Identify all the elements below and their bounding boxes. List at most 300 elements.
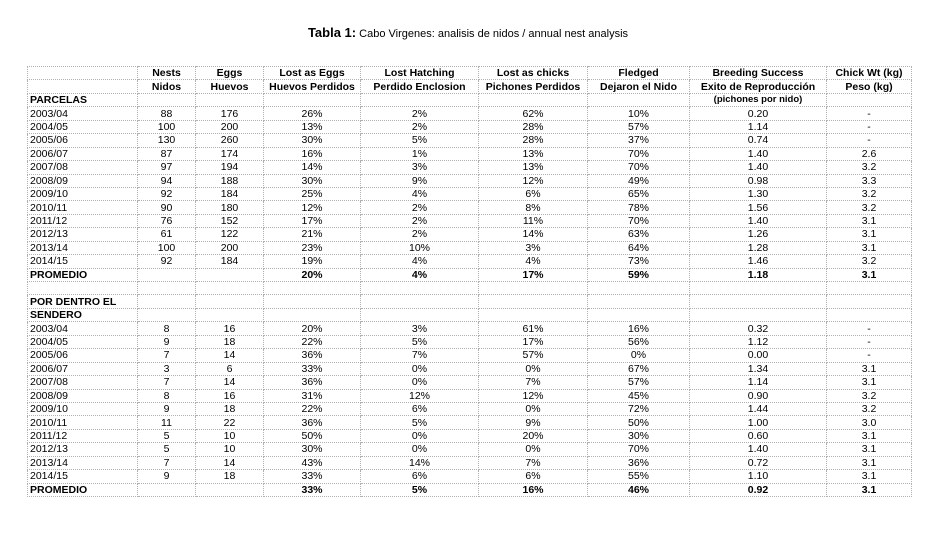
table-cell: 4%: [361, 255, 479, 268]
table-cell: 49%: [588, 174, 690, 187]
table-row: [28, 335, 912, 348]
table-cell: 64%: [588, 241, 690, 254]
table-cell: 2011/12: [28, 214, 138, 227]
table-cell: [827, 282, 912, 295]
table-cell: 2010/11: [28, 416, 138, 429]
table-cell: 87: [138, 147, 196, 160]
table-cell: 17%: [264, 214, 361, 227]
table-cell: 2013/14: [28, 456, 138, 469]
table-cell: 3.2: [827, 255, 912, 268]
table-cell: 30%: [264, 443, 361, 456]
table-cell: 4%: [361, 268, 479, 281]
table-cell: 14%: [264, 161, 361, 174]
table-cell: 0%: [479, 362, 588, 375]
table-row: [28, 161, 912, 174]
table-cell: Dejaron el Nido: [588, 80, 690, 93]
table-cell: 2003/04: [28, 322, 138, 335]
table-cell: 17%: [479, 335, 588, 348]
table-cell: 3.3: [827, 174, 912, 187]
table-cell: 4%: [479, 255, 588, 268]
table-cell: 176: [196, 107, 264, 120]
table-cell: 18: [196, 470, 264, 483]
table-cell: 94: [138, 174, 196, 187]
table-cell: Fledged: [588, 67, 690, 80]
table-cell: 7%: [479, 456, 588, 469]
table-cell: 61%: [479, 322, 588, 335]
table-row: [28, 389, 912, 402]
table-cell: 92: [138, 187, 196, 200]
table-cell: [138, 268, 196, 281]
table-cell: 70%: [588, 147, 690, 160]
table-cell: 200: [196, 241, 264, 254]
table-cell: POR DENTRO EL: [28, 295, 138, 308]
table-cell: 0.92: [690, 483, 827, 496]
table-cell: 3.1: [827, 241, 912, 254]
table-row: [28, 349, 912, 362]
table-cell: 19%: [264, 255, 361, 268]
table-cell: [588, 295, 690, 308]
table-cell: 13%: [479, 161, 588, 174]
table-cell: 65%: [588, 187, 690, 200]
table-cell: 57%: [588, 376, 690, 389]
table-cell: 14%: [479, 228, 588, 241]
table-row: [28, 443, 912, 456]
table-cell: 2014/15: [28, 470, 138, 483]
table-cell: 63%: [588, 228, 690, 241]
table-cell: 2006/07: [28, 362, 138, 375]
table-cell: 88: [138, 107, 196, 120]
table-cell: 9%: [479, 416, 588, 429]
table-cell: 30%: [264, 174, 361, 187]
table-cell: 2008/09: [28, 174, 138, 187]
table-cell: 9: [138, 470, 196, 483]
table-cell: 10: [196, 443, 264, 456]
table-cell: 184: [196, 255, 264, 268]
table-cell: -: [827, 349, 912, 362]
table-cell: 2005/06: [28, 349, 138, 362]
table-cell: 2007/08: [28, 376, 138, 389]
table-cell: 3: [138, 362, 196, 375]
table-row: [28, 322, 912, 335]
table-cell: 2004/05: [28, 335, 138, 348]
table-cell: [138, 93, 196, 106]
table-cell: 9: [138, 335, 196, 348]
table-cell: 2%: [361, 201, 479, 214]
table-cell: 3%: [361, 322, 479, 335]
table-cell: 3.1: [827, 429, 912, 442]
table-cell: 122: [196, 228, 264, 241]
table-cell: 12%: [264, 201, 361, 214]
table-row: [28, 241, 912, 254]
table-cell: [138, 295, 196, 308]
table-cell: 5%: [361, 483, 479, 496]
table-cell: 2006/07: [28, 147, 138, 160]
table-cell: [138, 282, 196, 295]
table-cell: 73%: [588, 255, 690, 268]
table-cell: 45%: [588, 389, 690, 402]
table-cell: [479, 282, 588, 295]
table-row: [28, 214, 912, 227]
table-cell: [827, 295, 912, 308]
table-cell: 1.18: [690, 268, 827, 281]
table-row: [28, 255, 912, 268]
table-cell: 50%: [264, 429, 361, 442]
table-cell: 2%: [361, 120, 479, 133]
table-cell: 194: [196, 161, 264, 174]
table-cell: 3.1: [827, 470, 912, 483]
table-cell: 3.2: [827, 187, 912, 200]
table-cell: 0%: [588, 349, 690, 362]
table-cell: [138, 308, 196, 321]
table-cell: 57%: [588, 120, 690, 133]
section-label-row: [28, 308, 912, 321]
table-cell: 1.40: [690, 161, 827, 174]
table-cell: 6%: [361, 402, 479, 415]
table-cell: SENDERO: [28, 308, 138, 321]
table-cell: Peso (kg): [827, 80, 912, 93]
table-cell: (pichones por nido): [690, 93, 827, 106]
table-title-text: Cabo Virgenes: analisis de nidos / annual nest analysis: [356, 28, 629, 40]
table-cell: 3.1: [827, 228, 912, 241]
table-cell: 5%: [361, 416, 479, 429]
table-cell: Pichones Perdidos: [479, 80, 588, 93]
table-cell: 3.1: [827, 214, 912, 227]
table-cell: 20%: [479, 429, 588, 442]
table-cell: 1.44: [690, 402, 827, 415]
table-cell: [361, 295, 479, 308]
table-cell: 0%: [479, 443, 588, 456]
table-cell: [196, 295, 264, 308]
table-cell: 92: [138, 255, 196, 268]
table-cell: 1%: [361, 147, 479, 160]
table-cell: 2003/04: [28, 107, 138, 120]
table-cell: 0.20: [690, 107, 827, 120]
nest-analysis-table: [27, 66, 912, 497]
table-row: [28, 362, 912, 375]
table-cell: 14: [196, 456, 264, 469]
table-cell: 61: [138, 228, 196, 241]
table-cell: 2007/08: [28, 161, 138, 174]
table-cell: 3%: [361, 161, 479, 174]
table-row: [28, 402, 912, 415]
table-cell: [264, 282, 361, 295]
table-cell: 7: [138, 456, 196, 469]
table-cell: 33%: [264, 362, 361, 375]
table-cell: 16%: [588, 322, 690, 335]
table-cell: 3.2: [827, 402, 912, 415]
table-cell: 10: [196, 429, 264, 442]
table-cell: 12%: [479, 389, 588, 402]
table-cell: 0%: [479, 402, 588, 415]
table-cell: 260: [196, 134, 264, 147]
table-cell: [138, 483, 196, 496]
table-cell: 31%: [264, 389, 361, 402]
table-cell: 7: [138, 349, 196, 362]
table-cell: [827, 308, 912, 321]
table-cell: 12%: [479, 174, 588, 187]
table-cell: 33%: [264, 470, 361, 483]
table-cell: 67%: [588, 362, 690, 375]
table-cell: 10%: [361, 241, 479, 254]
table-cell: 100: [138, 120, 196, 133]
table-cell: 28%: [479, 120, 588, 133]
table-row: [28, 201, 912, 214]
table-cell: 12%: [361, 389, 479, 402]
table-cell: 70%: [588, 214, 690, 227]
table-cell: Nidos: [138, 80, 196, 93]
table-cell: 72%: [588, 402, 690, 415]
table-cell: 3.2: [827, 161, 912, 174]
table-cell: 8%: [479, 201, 588, 214]
table-cell: Lost as chicks: [479, 67, 588, 80]
table-cell: Perdido Enclosion: [361, 80, 479, 93]
table-cell: 1.14: [690, 376, 827, 389]
table-cell: 3.1: [827, 443, 912, 456]
table-row: [28, 456, 912, 469]
table-cell: 2013/14: [28, 241, 138, 254]
table-cell: 76: [138, 214, 196, 227]
table-cell: [361, 282, 479, 295]
table-cell: 6: [196, 362, 264, 375]
table-cell: 20%: [264, 268, 361, 281]
table-cell: [361, 93, 479, 106]
table-cell: 0.00: [690, 349, 827, 362]
table-cell: [690, 308, 827, 321]
table-cell: 0.60: [690, 429, 827, 442]
table-cell: 50%: [588, 416, 690, 429]
table-cell: 0%: [361, 429, 479, 442]
section-label-row: [28, 93, 912, 106]
table-cell: 0.32: [690, 322, 827, 335]
table-cell: 43%: [264, 456, 361, 469]
table-cell: 17%: [479, 268, 588, 281]
table-cell: 184: [196, 187, 264, 200]
table-cell: [28, 282, 138, 295]
table-cell: 1.40: [690, 443, 827, 456]
table-cell: Lost as Eggs: [264, 67, 361, 80]
table-cell: 26%: [264, 107, 361, 120]
table-cell: 188: [196, 174, 264, 187]
table-cell: 0%: [361, 376, 479, 389]
table-row: [28, 376, 912, 389]
table-cell: PARCELAS: [28, 93, 138, 106]
table-cell: [479, 295, 588, 308]
table-cell: 1.14: [690, 120, 827, 133]
table-cell: -: [827, 120, 912, 133]
table-cell: 1.46: [690, 255, 827, 268]
table-title: [0, 26, 936, 41]
table-cell: 1.00: [690, 416, 827, 429]
table-cell: 152: [196, 214, 264, 227]
table-cell: 8: [138, 389, 196, 402]
table-cell: [479, 93, 588, 106]
table-cell: 6%: [361, 470, 479, 483]
table-cell: 0.72: [690, 456, 827, 469]
table-cell: 18: [196, 402, 264, 415]
table-row: [28, 134, 912, 147]
table-row: [28, 147, 912, 160]
table-cell: 2012/13: [28, 443, 138, 456]
table-cell: -: [827, 322, 912, 335]
table-cell: 0.98: [690, 174, 827, 187]
table-cell: 2%: [361, 228, 479, 241]
table-cell: [28, 80, 138, 93]
table-cell: 2%: [361, 107, 479, 120]
table-cell: 13%: [479, 147, 588, 160]
table-cell: 3%: [479, 241, 588, 254]
table-cell: [690, 295, 827, 308]
table-cell: 16: [196, 322, 264, 335]
table-cell: 6%: [479, 470, 588, 483]
table-cell: 36%: [264, 349, 361, 362]
table-cell: [361, 308, 479, 321]
header-row: [28, 80, 912, 93]
table-cell: 22: [196, 416, 264, 429]
table-cell: Breeding Success: [690, 67, 827, 80]
table-cell: 1.30: [690, 187, 827, 200]
table-cell: 130: [138, 134, 196, 147]
average-row: [28, 483, 912, 496]
table-cell: 30%: [588, 429, 690, 442]
table-cell: 5: [138, 443, 196, 456]
table-cell: 3.1: [827, 456, 912, 469]
table-cell: 23%: [264, 241, 361, 254]
table-cell: 3.2: [827, 389, 912, 402]
table-cell: 2014/15: [28, 255, 138, 268]
table-cell: 2%: [361, 214, 479, 227]
table-cell: [588, 308, 690, 321]
table-cell: 3.1: [827, 362, 912, 375]
table-cell: 1.40: [690, 214, 827, 227]
table-cell: [479, 308, 588, 321]
table-cell: 100: [138, 241, 196, 254]
table-cell: 14%: [361, 456, 479, 469]
table-cell: 1.10: [690, 470, 827, 483]
table-row: [28, 107, 912, 120]
table-cell: Chick Wt (kg): [827, 67, 912, 80]
table-cell: 11: [138, 416, 196, 429]
table-row: [28, 187, 912, 200]
average-row: [28, 268, 912, 281]
table-cell: 1.12: [690, 335, 827, 348]
table-cell: -: [827, 134, 912, 147]
table-row: [28, 174, 912, 187]
spacer-row: [28, 282, 912, 295]
table-cell: 16%: [479, 483, 588, 496]
table-cell: 5%: [361, 335, 479, 348]
table-cell: 9: [138, 402, 196, 415]
table-cell: 2009/10: [28, 187, 138, 200]
table-cell: Nests: [138, 67, 196, 80]
table-cell: 3.1: [827, 483, 912, 496]
table-cell: 37%: [588, 134, 690, 147]
table-title-label: Tabla 1:: [307, 25, 357, 40]
table-cell: 2008/09: [28, 389, 138, 402]
table-cell: Exito de Reproducción: [690, 80, 827, 93]
table-cell: 22%: [264, 402, 361, 415]
table-cell: [588, 282, 690, 295]
table-cell: 14: [196, 349, 264, 362]
table-cell: 0%: [361, 443, 479, 456]
table-cell: 1.56: [690, 201, 827, 214]
table-cell: [264, 308, 361, 321]
table-cell: 70%: [588, 443, 690, 456]
table-cell: 200: [196, 120, 264, 133]
table-cell: 20%: [264, 322, 361, 335]
table-cell: 2010/11: [28, 201, 138, 214]
table-cell: [196, 93, 264, 106]
table-cell: 30%: [264, 134, 361, 147]
table-cell: 46%: [588, 483, 690, 496]
table-cell: 8: [138, 322, 196, 335]
table-cell: 62%: [479, 107, 588, 120]
table-cell: 2004/05: [28, 120, 138, 133]
table-cell: -: [827, 335, 912, 348]
table-cell: PROMEDIO: [28, 483, 138, 496]
table-cell: 36%: [588, 456, 690, 469]
table-cell: 56%: [588, 335, 690, 348]
table-cell: 13%: [264, 120, 361, 133]
table-cell: 2.6: [827, 147, 912, 160]
table-cell: 3.2: [827, 201, 912, 214]
table-cell: 1.26: [690, 228, 827, 241]
table-cell: 33%: [264, 483, 361, 496]
table-row: [28, 429, 912, 442]
table-cell: 59%: [588, 268, 690, 281]
header-row: [28, 67, 912, 80]
table-cell: 0%: [361, 362, 479, 375]
table-cell: 3.0: [827, 416, 912, 429]
table-row: [28, 120, 912, 133]
table-cell: 7%: [361, 349, 479, 362]
table-row: [28, 416, 912, 429]
table-cell: 57%: [479, 349, 588, 362]
table-cell: 5%: [361, 134, 479, 147]
table-cell: 55%: [588, 470, 690, 483]
table-cell: [196, 268, 264, 281]
table-cell: 2012/13: [28, 228, 138, 241]
table-cell: 36%: [264, 376, 361, 389]
table-cell: 0.90: [690, 389, 827, 402]
table-cell: 97: [138, 161, 196, 174]
table-cell: 25%: [264, 187, 361, 200]
table-cell: 9%: [361, 174, 479, 187]
table-cell: 11%: [479, 214, 588, 227]
table-cell: [827, 93, 912, 106]
table-cell: [196, 483, 264, 496]
table-cell: [588, 93, 690, 106]
table-cell: 78%: [588, 201, 690, 214]
table-cell: Huevos: [196, 80, 264, 93]
table-cell: 3.1: [827, 376, 912, 389]
table-cell: Huevos Perdidos: [264, 80, 361, 93]
table-cell: [690, 282, 827, 295]
table-cell: [28, 67, 138, 80]
table-cell: 7: [138, 376, 196, 389]
table-cell: 90: [138, 201, 196, 214]
table-cell: 10%: [588, 107, 690, 120]
table-cell: 1.34: [690, 362, 827, 375]
table-cell: 16%: [264, 147, 361, 160]
table-cell: 2005/06: [28, 134, 138, 147]
table-cell: [264, 295, 361, 308]
table-cell: [196, 308, 264, 321]
table-cell: Lost Hatching: [361, 67, 479, 80]
table-cell: 1.40: [690, 147, 827, 160]
table-cell: 16: [196, 389, 264, 402]
table-row: [28, 228, 912, 241]
table-cell: [196, 282, 264, 295]
